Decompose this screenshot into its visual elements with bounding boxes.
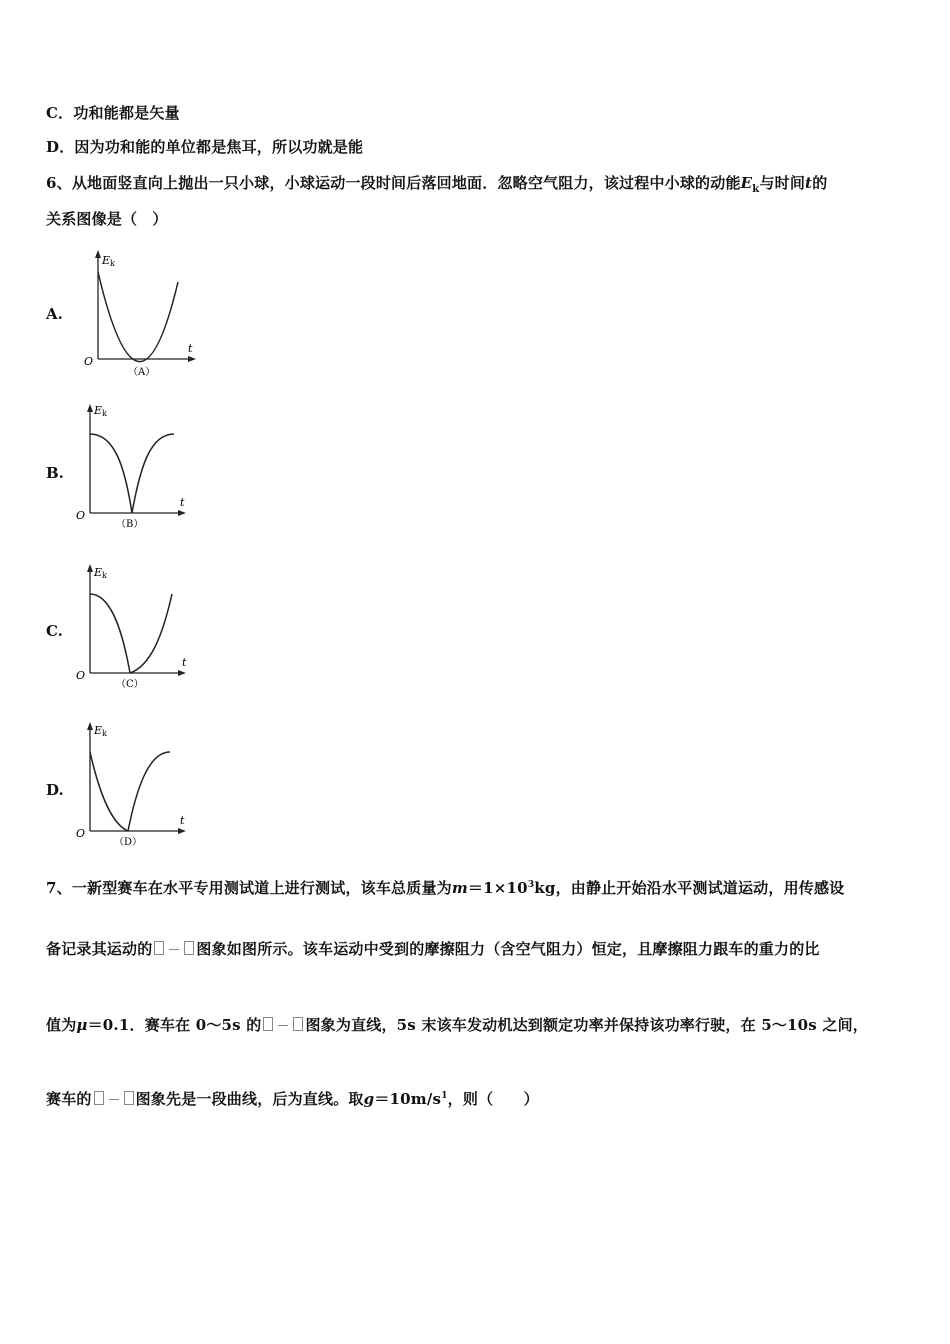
- q7-line1-b: ＝1×10: [467, 879, 528, 897]
- origin-label: O: [76, 669, 86, 682]
- q6-option-c-label: C.: [46, 622, 63, 640]
- axis-y-label: E: [94, 404, 103, 417]
- graph-c-caption: （C）: [116, 679, 144, 690]
- q7-line1-a: 7、一新型赛车在水平专用测试道上进行测试，该车总质量为: [46, 879, 452, 897]
- q7-line3-a: 值为: [46, 1016, 77, 1034]
- q6-option-a-label: A.: [46, 305, 63, 323]
- q6-ek-sub: k: [752, 184, 760, 195]
- axis-y-sub: k: [102, 571, 107, 580]
- q5-option-c: C．功和能都是矢量: [46, 104, 180, 122]
- q5-option-d: D．因为功和能的单位都是焦耳，所以功就是能: [46, 138, 364, 156]
- q6-t-symbol: t: [805, 174, 813, 192]
- missing-glyph-icon: [92, 1090, 136, 1108]
- origin-label: O: [76, 509, 86, 522]
- q7-line3: [46, 1014, 868, 1035]
- q6-graph-b: [70, 398, 200, 538]
- q7-line4-a: 赛车的: [46, 1090, 92, 1108]
- q7-line1-sup: 3: [527, 880, 535, 890]
- q6-graph-a: [78, 244, 208, 384]
- axis-y-sub: k: [110, 259, 115, 268]
- graph-a-caption: （A）: [128, 367, 156, 378]
- origin-label: O: [84, 355, 94, 368]
- q7-line2: [46, 938, 820, 959]
- missing-glyph-icon: [152, 940, 196, 958]
- axis-x-label: t: [180, 814, 185, 827]
- q6-stem-part3: 的: [812, 174, 828, 192]
- q6-stem-part2: 与时间: [759, 174, 806, 192]
- missing-glyph-icon: [261, 1016, 305, 1034]
- q7-line4-sup: 1: [441, 1091, 448, 1101]
- graph-d-caption: （D）: [114, 837, 143, 848]
- axis-y-sub: k: [102, 729, 107, 738]
- q7-line4-d: ，则（ ）: [447, 1090, 539, 1108]
- q7-line1: [46, 877, 844, 898]
- axis-x-label: t: [188, 342, 193, 355]
- axis-y-label: E: [94, 566, 103, 579]
- q6-stem-line2: 关系图像是（ ）: [46, 210, 168, 228]
- axis-y-label: E: [94, 724, 103, 737]
- q7-mu-symbol: μ: [76, 1016, 88, 1034]
- q7-line2-a: 备记录其运动的: [46, 940, 153, 958]
- q6-graph-d: [70, 716, 200, 856]
- q7-line4: [46, 1088, 539, 1109]
- q6-graph-c: [70, 558, 200, 698]
- q7-line3-c: 图象为直线，5s 末该车发动机达到额定功率并保持该功率行驶，在 5～10s 之间，: [305, 1016, 868, 1034]
- axis-x-label: t: [182, 656, 187, 669]
- axis-y-label: E: [102, 254, 111, 267]
- q6-option-d-label: D.: [46, 781, 64, 799]
- graph-b-caption: （B）: [116, 519, 144, 530]
- q6-ek-symbol: E: [740, 174, 753, 192]
- origin-label: O: [76, 827, 86, 840]
- axis-x-label: t: [180, 496, 185, 509]
- q6-option-b-label: B.: [46, 464, 64, 482]
- q6-stem-part1: 6、从地面竖直向上抛出一只小球，小球运动一段时间后落回地面．忽略空气阻力，该过程中小球的动能: [46, 174, 741, 192]
- axis-y-sub: k: [102, 409, 107, 418]
- q7-line1-c: kg，由静止开始沿水平测试道运动，用传感设: [534, 879, 845, 897]
- q7-line2-b: 图象如图所示。该车运动中受到的摩擦阻力（含空气阻力）恒定，且摩擦阻力跟车的重力的比: [196, 940, 820, 958]
- q7-line3-b: ＝0.1．赛车在 0～5s 的: [87, 1016, 262, 1034]
- q7-line4-b: 图象先是一段曲线，后为直线。取: [135, 1090, 364, 1108]
- q7-g-symbol: g: [363, 1090, 375, 1108]
- q7-m-symbol: m: [451, 879, 468, 897]
- q7-line4-c: ＝10m/s: [374, 1090, 442, 1108]
- q6-stem-line1: [46, 172, 827, 195]
